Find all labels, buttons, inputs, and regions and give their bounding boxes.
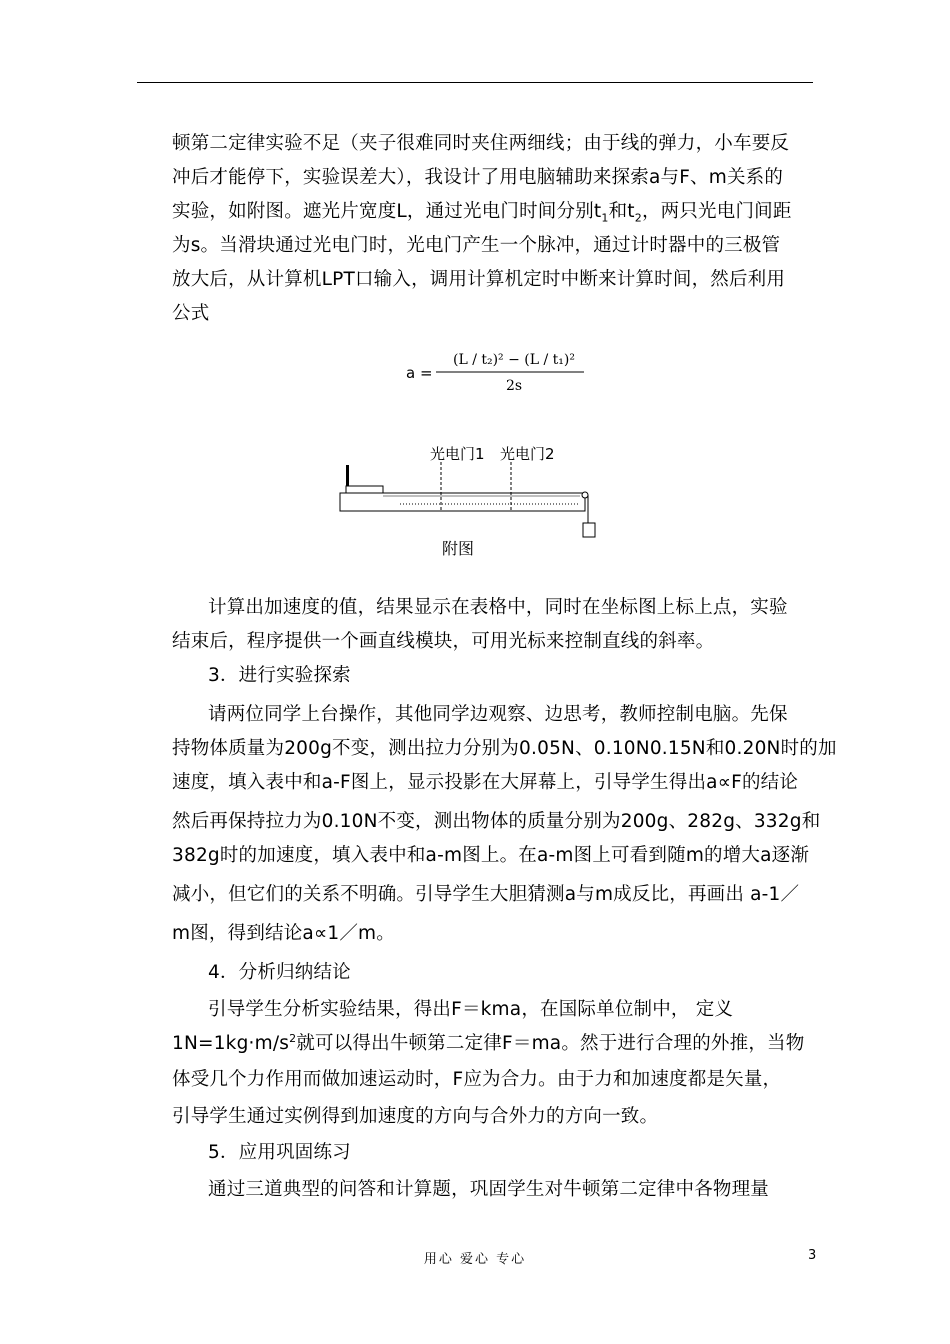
- shading-flag: [346, 465, 349, 489]
- figure-caption: 附图: [441, 539, 475, 558]
- gate1-label: 光电门1: [430, 445, 485, 463]
- page-number: 3: [808, 1248, 817, 1263]
- text-line: 为s。当滑块通过光电门时，光电门产生一个脉冲，通过计时器中的三极管: [172, 235, 781, 256]
- formula-numerator: (L / t₂)² − (L / t₁)²: [452, 352, 576, 368]
- text-line: 382g时的加速度，填入表中和a-m图上。在a-m图上可看到随m的增大a逐渐: [172, 845, 810, 866]
- text-line: 冲后才能停下，实验误差大），我设计了用电脑辅助来探索a与F、m关系的: [172, 167, 784, 188]
- photogate-apparatus-figure: [330, 438, 610, 560]
- hanging-weight: [583, 523, 595, 537]
- footer-motto: 用心 爱心 专心: [423, 1252, 527, 1267]
- text-line: 公式: [172, 303, 210, 324]
- section-heading: 5．应用巩固练习: [208, 1142, 351, 1163]
- text-line: 放大后，从计算机LPT口输入，调用计算机定时中断来计算时间，然后利用: [172, 269, 786, 290]
- text-line: 通过三道典型的问答和计算题，巩固学生对牛顿第二定律中各物理量: [208, 1179, 770, 1200]
- text-line: 引导学生分析实验结果，得出F＝kma，在国际单位制中， 定义: [208, 999, 734, 1020]
- text-line: 顿第二定律实验不足（夹子很难同时夹住两细线；由于线的弹力，小车要反: [172, 133, 790, 154]
- formula-denominator: 2s: [505, 378, 523, 394]
- text-line: $1N=1kg\cdot m/s^2$就可以得出牛顿第二定律F＝ma。然于进行合理的外推，当物: [172, 1031, 805, 1054]
- section-heading: 3．进行实验探索: [208, 665, 351, 686]
- text-line: 然后再保持拉力为0.10N不变，测出物体的质量分别为200g、282g、332g和: [172, 811, 821, 832]
- formula-lhs: a =: [406, 364, 433, 382]
- text-line: 持物体质量为200g不变，测出拉力分别为0.05N、0.10N0.15N和0.20N时的加: [172, 738, 837, 759]
- text-line: 体受几个力作用而做加速运动时，F应为合力。由于力和加速度都是矢量，: [172, 1069, 782, 1090]
- text-line: 引导学生通过实例得到加速度的方向与合外力的方向一致。: [172, 1106, 659, 1127]
- text-line: 减小，但它们的关系不明确。引导学生大胆猜测a与m成反比，再画出 a-1／: [172, 884, 800, 905]
- text-line: 计算出加速度的值，结果显示在表格中，同时在坐标图上标上点，实验: [208, 597, 788, 618]
- pulley: [582, 492, 588, 498]
- text-line: m图，得到结论a∝1／m。: [172, 923, 395, 944]
- text-line: 请两位同学上台操作，其他同学边观察、边思考，教师控制电脑。先保: [208, 704, 788, 725]
- gate2-label: 光电门2: [500, 445, 555, 463]
- acceleration-formula: [404, 346, 604, 394]
- text-line: 结束后，程序提供一个画直线模块，可用光标来控制直线的斜率。: [172, 631, 715, 652]
- section-heading: 4．分析归纳结论: [208, 962, 351, 983]
- header-rule: [137, 82, 813, 83]
- text-line: 实验，如附图。遮光片宽度L，通过光电门时间分别$t_1$和$t_2$，两只光电门间距: [172, 201, 792, 225]
- text-line: 速度，填入表中和a-F图上，显示投影在大屏幕上，引导学生得出a∝F的结论: [172, 772, 799, 793]
